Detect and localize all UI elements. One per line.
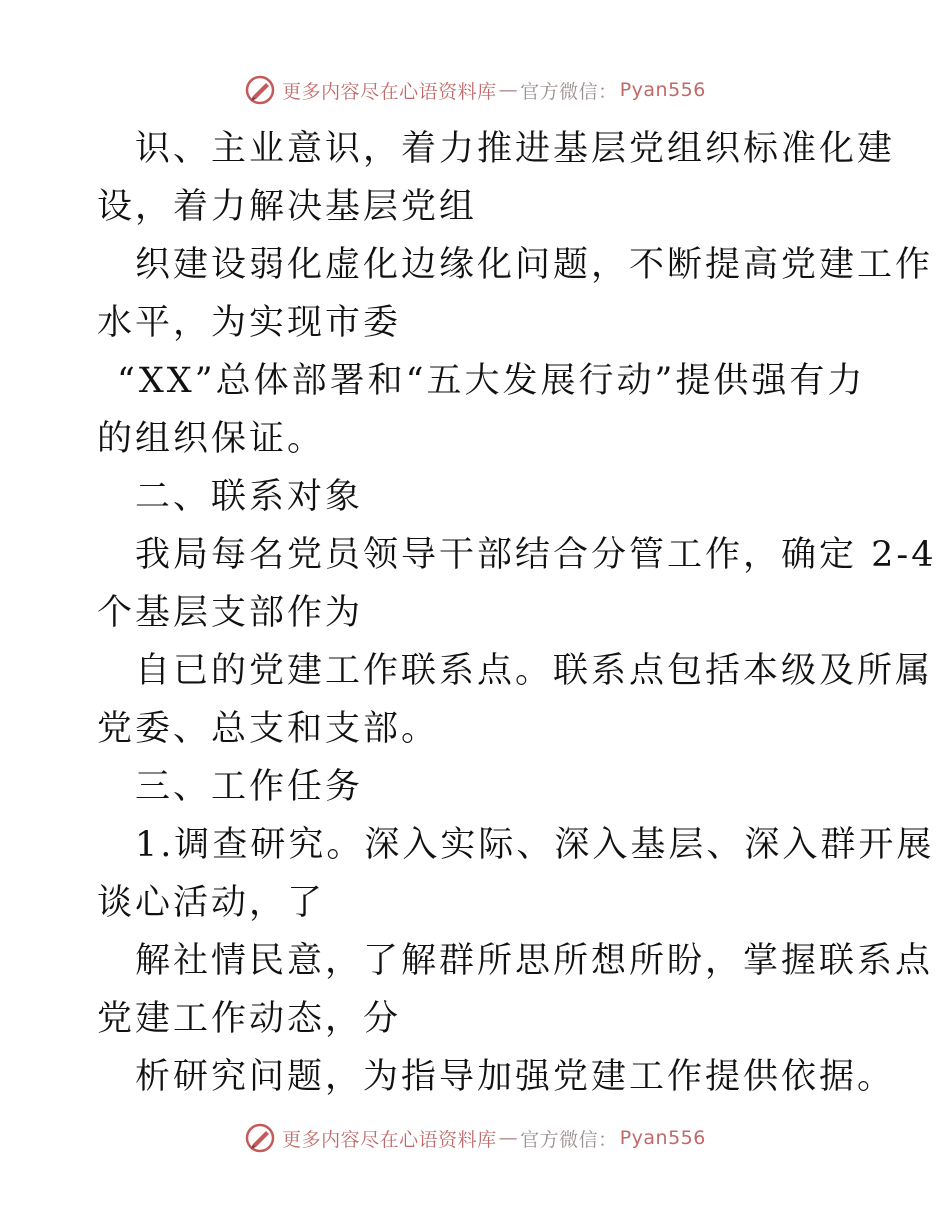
watermark-dash: — (498, 1127, 519, 1149)
header-watermark (0, 70, 950, 110)
text-line: 党委、总支和支部。 (97, 709, 440, 749)
watermark-text: 更多内容尽在心语资料库 (282, 80, 497, 103)
text-line: 个基层支部作为 (97, 593, 364, 633)
section-heading: 二、联系对象 (135, 477, 364, 517)
document-body (97, 120, 937, 1106)
text-line: 自已的党建工作联系点。联系点包括本级及所属 (135, 651, 934, 691)
watermark-wechat-id: Pyan556 (619, 79, 706, 101)
text-line: 识、主业意识，着力推进基层党组织标准化建 (135, 129, 896, 169)
watermark-text: 更多内容尽在心语资料库 (282, 1128, 497, 1151)
watermark-wechat-label: 官方微信： (520, 1128, 618, 1151)
text-line: 1.调查研究。深入实际、深入基层、深入群开展 (135, 825, 935, 865)
text-line: 我局每名党员领导干部结合分管工作，确定 2-4 (135, 535, 937, 575)
text-line: 谈心活动，了 (97, 883, 326, 923)
footer-watermark (0, 1118, 950, 1158)
text-line: “XX”总体部署和“五大发展行动”提供强有力 (117, 361, 866, 401)
pen-logo-icon (244, 74, 276, 106)
text-line: 析研究问题，为指导加强党建工作提供依据。 (135, 1057, 896, 1097)
pen-logo-icon (244, 1122, 276, 1154)
text-line: 水平，为实现市委 (97, 303, 402, 343)
watermark-wechat-label: 官方微信： (520, 80, 618, 103)
text-line: 解社情民意，了解群所思所想所盼，掌握联系点 (135, 941, 934, 981)
text-line: 设，着力解决基层党组 (97, 187, 478, 227)
text-line: 织建设弱化虚化边缘化问题，不断提高党建工作 (135, 245, 934, 285)
watermark-dash: — (498, 79, 519, 101)
section-heading: 三、工作任务 (135, 767, 364, 807)
watermark-wechat-id: Pyan556 (619, 1127, 706, 1149)
text-line: 的组织保证。 (97, 419, 326, 459)
text-line: 党建工作动态，分 (97, 999, 402, 1039)
